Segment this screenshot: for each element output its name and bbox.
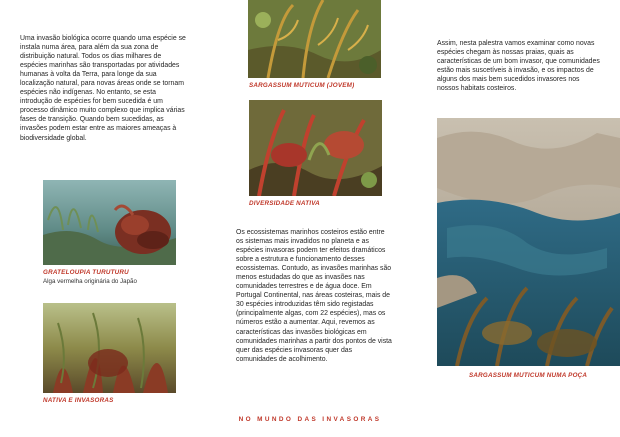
right-paragraph: Assim, nesta palestra vamos examinar como novas espécies chegam às nossas praias, quais as características de um bom invasor, que comunidades estão mais suscetíveis à invasão, e os impactos de alguns dos mais bem sucedidos invasores nos nossos habitats costeiros. xyxy=(437,40,600,93)
caption-native-and-invasive: NATIVA E INVASORAS xyxy=(43,397,114,404)
caption-sargassum-pool: SARGASSUM MUTICUM NUMA POÇA xyxy=(469,372,588,379)
intro-paragraph: Uma invasão biológica ocorre quando uma espécie se instala numa área, para além da sua zona de distribuição natural. Todos os dias milhares de espécies marinhas são transportadas por atividades humanas à volta da Terra, para longe da sua localização natural, para novas áreas onde se tornam espécies não indígenas. No entanto, se esta introdução de espécies for bem sucedida é um processo dinâmico muito complexo que implica várias fases de transição. Quando bem sucedidas, as invasões podem estar entre as maiores ameaças à biodiversidade global. xyxy=(20,35,186,142)
photo-sargassum-pool xyxy=(437,118,620,366)
footer-title: NO MUNDO DAS INVASORAS xyxy=(238,416,382,423)
photo-sargassum-young xyxy=(248,0,381,78)
caption-native-diversity: DIVERSIDADE NATIVA xyxy=(249,200,320,207)
photo-grateloupia xyxy=(43,180,176,265)
photo-native-diversity xyxy=(249,100,382,196)
caption-grateloupia-species: GRATELOUPIA TURUTURU xyxy=(43,269,129,276)
caption-sargassum-young: SARGASSUM MUTICUM (JOVEM) xyxy=(249,82,355,89)
middle-paragraph: Os ecossistemas marinhos costeiros estão entre os sistemas mais invadidos no planeta e as espécies invasoras podem ter efeitos dramáticos sobre a estrutura e funcionamento desses ecossistemas. Contudo, as invasões marinhas são menos estudadas do que as invasões nas comunidades terrestres e de água doce. Em Portugal Continental, nas áreas costeiras, mais de 30 espécies introduzidas têm sido registadas (principalmente algas, com 22 espécies), mas os números estão a aumentar. Aqui, revemos as características das invasões biológicas em comunidades marinhas a partir dos pontos de vista quer das espécies invasoras quer das comunidades de acolhimento. xyxy=(236,229,392,363)
caption-grateloupia-text: Alga vermelha originária do Japão xyxy=(43,278,137,285)
photo-native-and-invasive xyxy=(43,303,176,393)
